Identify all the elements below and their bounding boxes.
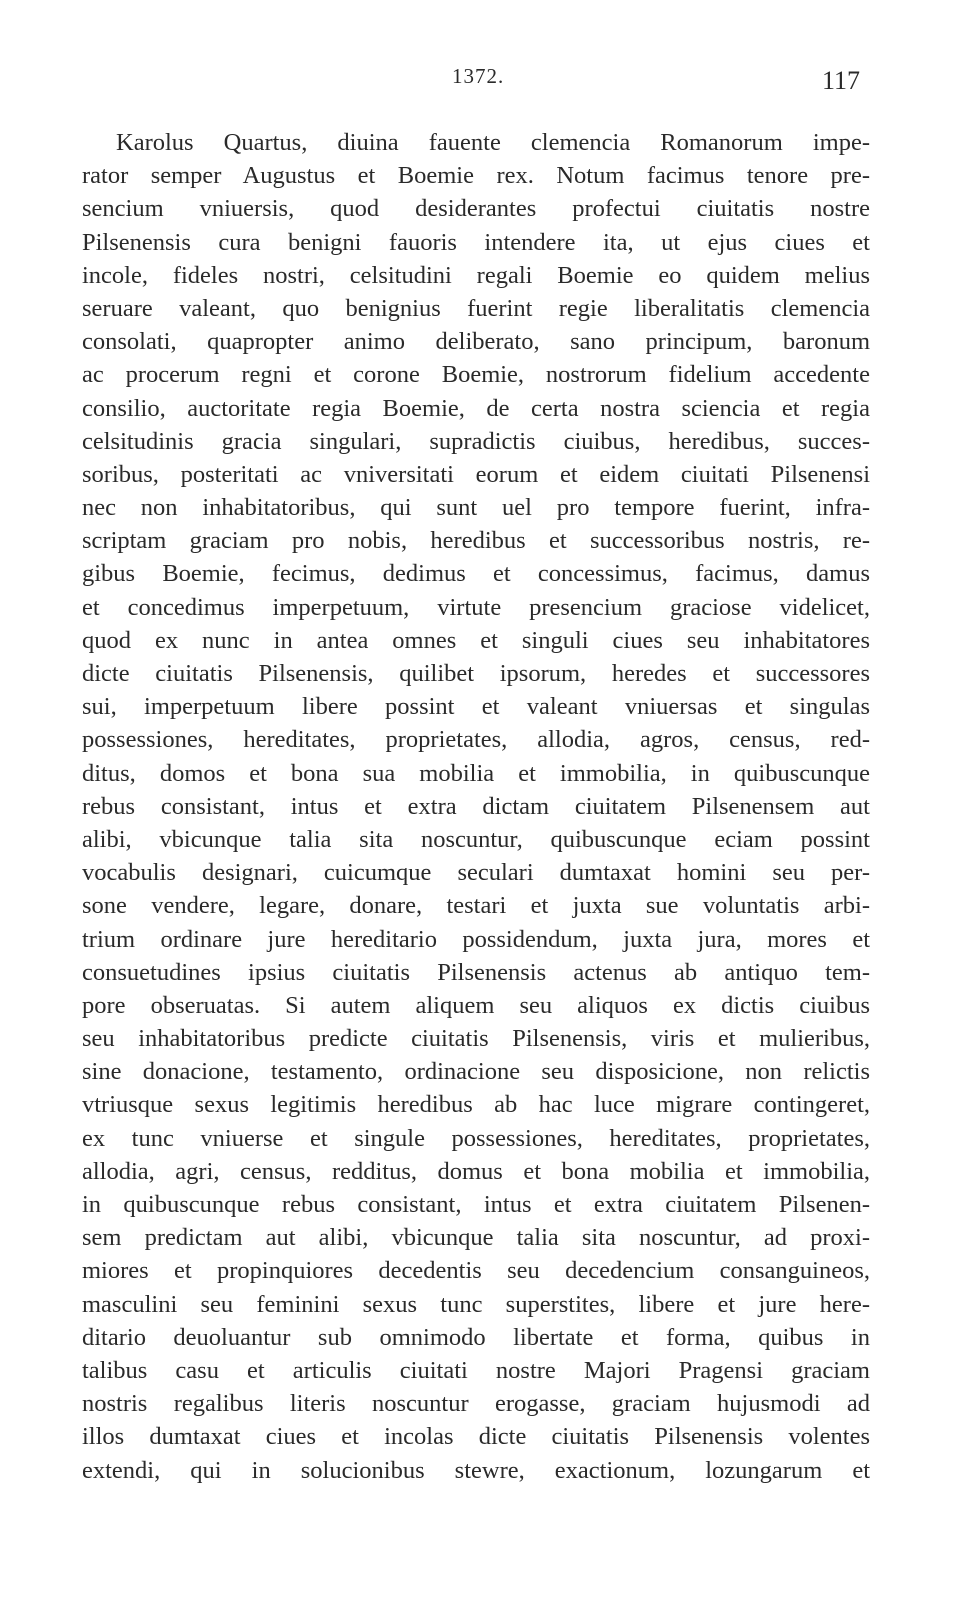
text-line: alibi, vbicunque talia sita noscuntur, quibuscunque eciam possint	[82, 825, 870, 853]
text-line: sone vendere, legare, donare, testari et juxta sue voluntatis arbi-	[82, 892, 870, 920]
text-line: dicte ciuitatis Pilsenensis, quilibet ipsorum, heredes et successores	[82, 660, 870, 687]
text-line: illos dumtaxat ciues et incolas dicte ciuitatis Pilsenensis volentes	[82, 1423, 870, 1451]
text-line: talibus casu et articulis ciuitati nostre Majori Pragensi graciam	[82, 1356, 870, 1384]
text-line: consolati, quapropter animo deliberato, sano principum, baronum	[82, 328, 870, 356]
text-line: celsitudinis gracia singulari, supradictis ciuibus, heredibus, succes-	[82, 427, 870, 455]
text-line: gibus Boemie, fecimus, dedimus et concessimus, facimus, damus	[82, 560, 870, 588]
text-line: et concedimus imperpetuum, virtute presencium graciose videlicet,	[82, 593, 870, 621]
text-line: ditario deuoluantur sub omnimodo libertate et forma, quibus in	[82, 1323, 870, 1351]
page-year: 1372.	[452, 64, 505, 88]
text-line: seruare valeant, quo benignius fuerint regie liberalitatis clemencia	[82, 294, 870, 322]
text-line: rebus consistant, intus et extra dictam ciuitatem Pilsenensem aut	[82, 792, 870, 820]
text-line: consilio, auctoritate regia Boemie, de certa nostra sciencia et regia	[82, 394, 870, 422]
body-text	[82, 126, 870, 1487]
text-line: scriptam graciam pro nobis, heredibus et successoribus nostris, re-	[82, 527, 870, 555]
text-line: miores et propinquiores decedentis seu decedencium consanguineos,	[82, 1257, 870, 1285]
text-line: incole, fideles nostri, celsitudini regali Boemie eo quidem melius	[82, 261, 870, 289]
text-line: Karolus Quartus, diuina fauente clemencia Romanorum impe-	[116, 129, 870, 156]
page-number: 117	[822, 66, 861, 95]
text-line: sencium vniuersis, quod desiderantes profectui ciuitatis nostre	[82, 195, 870, 223]
text-line: ac procerum regni et corone Boemie, nostrorum fidelium accedente	[82, 361, 870, 389]
text-line: quod ex nunc in antea omnes et singuli ciues seu inhabitatores	[82, 626, 870, 654]
text-line: sine donacione, testamento, ordinacione seu disposicione, non relictis	[82, 1058, 870, 1086]
text-line: Pilsenensis cura benigni fauoris intendere ita, ut ejus ciues et	[82, 228, 870, 256]
text-line: extendi, qui in solucionibus stewre, exactionum, lozungarum et	[82, 1456, 870, 1484]
text-line: seu inhabitatoribus predicte ciuitatis Pilsenensis, viris et mulieribus,	[82, 1025, 870, 1053]
text-line: possessiones, hereditates, proprietates, allodia, agros, census, red-	[82, 726, 870, 754]
text-line: nostris regalibus literis noscuntur erogasse, graciam hujusmodi ad	[82, 1390, 870, 1418]
text-line: vocabulis designari, cuicumque seculari dumtaxat homini seu per-	[82, 859, 870, 887]
text-line: trium ordinare jure hereditario possidendum, juxta jura, mores et	[82, 925, 870, 953]
text-line: masculini seu feminini sexus tunc superstites, libere et jure here-	[82, 1290, 870, 1318]
text-line: soribus, posteritati ac vniversitati eorum et eidem ciuitati Pilsenensi	[82, 460, 870, 488]
text-line: sem predictam aut alibi, vbicunque talia sita noscuntur, ad proxi-	[82, 1224, 870, 1252]
text-line: in quibuscunque rebus consistant, intus et extra ciuitatem Pilsenen-	[82, 1191, 870, 1218]
page-header	[0, 62, 960, 96]
text-line: nec non inhabitatoribus, qui sunt uel pro tempore fuerint, infra-	[82, 494, 870, 522]
text-line: pore obseruatas. Si autem aliquem seu aliquos ex dictis ciuibus	[82, 991, 870, 1019]
text-line: rator semper Augustus et Boemie rex. Notum facimus tenore pre-	[82, 162, 870, 190]
text-line: vtriusque sexus legitimis heredibus ab hac luce migrare contingeret,	[82, 1091, 870, 1119]
text-line: allodia, agri, census, redditus, domus et bona mobilia et immobilia,	[82, 1157, 870, 1185]
text-line: sui, imperpetuum libere possint et valeant vniuersas et singulas	[82, 693, 870, 721]
text-line: consuetudines ipsius ciuitatis Pilsenensis actenus ab antiquo tem-	[82, 958, 870, 986]
text-line: ex tunc vniuerse et singule possessiones, hereditates, proprietates,	[82, 1124, 870, 1152]
text-line: ditus, domos et bona sua mobilia et immobilia, in quibuscunque	[82, 759, 870, 787]
